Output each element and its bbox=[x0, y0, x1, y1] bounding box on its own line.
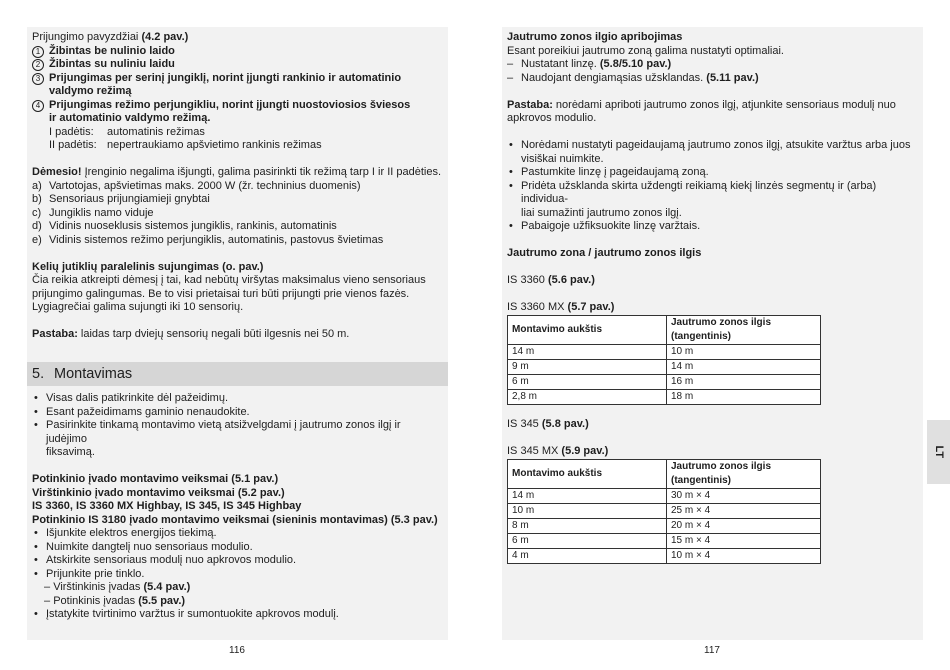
letter-item: d) Vidinis nuoseklusis sistemos jungiklis, rankinis, automatinis bbox=[32, 220, 337, 232]
step-bullet: • Nuimkite dangtelį nuo sensoriaus modulio. bbox=[34, 540, 253, 553]
bullet-item: • Pridėta užsklanda skirta uždengti reikiamą kiekį linzės segmentų ir (arba) individua- liai sumažinti jautrumo zonos ilgį. bbox=[509, 179, 877, 219]
circled-number: 3 bbox=[32, 73, 44, 85]
table-row: 14 m 10 m bbox=[508, 344, 821, 359]
table-header-cell: Jautrumo zonos ilgis (tangentinis) bbox=[667, 315, 821, 344]
letter-item: e) Vidinis sistemos režimo perjungiklis, automatinis, pastovus švietimas bbox=[32, 233, 384, 246]
step-bullet: • Atskirkite sensoriaus modulį nuo apkrovos modulio. bbox=[34, 554, 297, 566]
limit-heading: Jautrumo zonos ilgio apribojimas bbox=[507, 31, 683, 43]
left-column-mounting bbox=[32, 392, 442, 622]
table-row: 9 m 14 m bbox=[508, 359, 821, 374]
parallel-text-line: prijungimo galingumas. Be to visi prietaisai turi būti prijungti prie vienos fazės. bbox=[32, 287, 410, 300]
table-row: 10 m 25 m × 4 bbox=[508, 503, 821, 518]
bullet-item: • Pabaigoje užfiksuokite linzę varžtais. bbox=[509, 220, 701, 232]
circled-number: 4 bbox=[32, 100, 44, 112]
model-is3360: IS 3360 (5.6 pav.) bbox=[507, 274, 595, 286]
table-row: 14 m 30 m × 4 bbox=[508, 488, 821, 503]
section-number: 5. bbox=[32, 366, 45, 382]
zone-table-is345mx bbox=[507, 459, 821, 564]
zone-heading: Jautrumo zona / jautrumo zonos ilgis bbox=[507, 247, 702, 259]
right-column bbox=[507, 31, 917, 564]
left-column-top bbox=[32, 31, 442, 342]
section-title: Montavimas bbox=[54, 366, 133, 382]
limit-note: Pastaba: norėdami apriboti jautrumo zonos ilgį, atjunkite sensoriaus modulį nuo apkrovos modulio. bbox=[507, 98, 896, 124]
circled-number: 1 bbox=[32, 46, 44, 58]
example-item: 2 Žibintas su nuliniu laidu bbox=[32, 58, 442, 72]
bullet-item: • Esant pažeidimams gaminio nenaudokite. bbox=[34, 405, 250, 418]
zone-table-is3360mx bbox=[507, 315, 821, 405]
language-tab bbox=[927, 420, 950, 484]
page-number-left: 116 bbox=[229, 645, 245, 656]
model-is345mx: IS 345 MX (5.9 pav.) bbox=[507, 445, 609, 457]
mode-row: II padėtis: nepertraukiamo apšvietimo rankinis režimas bbox=[49, 139, 322, 151]
model-is345: IS 345 (5.8 pav.) bbox=[507, 418, 589, 430]
sub-step: – Virštinkinis įvadas (5.4 pav.) bbox=[44, 581, 191, 593]
attention-note: Dėmesio! Įrenginio negalima išjungti, galima pasirinkti tik režimą tarp I ir II padėties. bbox=[32, 166, 442, 178]
table-row: 8 m 20 m × 4 bbox=[508, 518, 821, 533]
bullet-item: • Pasirinkite tinkamą montavimo vietą atsižvelgdami į jautrumo zonos ilgį ir judėjimo fiksavimą. bbox=[34, 419, 401, 458]
table-header-cell: Montavimo aukštis bbox=[508, 315, 667, 344]
example-item: 3 Prijungimas per serinį jungiklį, norint įjungti rankinio ir automatinio valdymo režimą bbox=[32, 72, 442, 99]
page-number-right: 117 bbox=[704, 645, 720, 656]
steps-heading: Potinkinio įvado montavimo veiksmai (5.1 pav.) bbox=[32, 473, 279, 485]
table-header-cell: Montavimo aukštis bbox=[508, 459, 667, 488]
parallel-text-line: Lygiagrečiai galima sujungti iki 10 sensorių. bbox=[32, 301, 244, 313]
bullet-item: • Norėdami nustatyti pageidaujamą jautrumo zonos ilgį, atsukite varžtus arba juos visiškai nuimkite. bbox=[509, 139, 911, 165]
letter-item: c) Jungiklis namo viduje bbox=[32, 206, 154, 219]
steps-heading: Potinkinio IS 3180 įvado montavimo veiksmai (sieninis montavimas) (5.3 pav.) bbox=[32, 513, 438, 526]
language-tab-label: LT bbox=[932, 445, 945, 459]
table-header-row bbox=[508, 459, 821, 488]
limit-intro: Esant poreikiui jautrumo zoną galima nustatyti optimaliai. bbox=[507, 44, 784, 57]
model-is3360mx: IS 3360 MX (5.7 pav.) bbox=[507, 301, 615, 313]
dash-item: – Nustatant linzę. (5.8/5.10 pav.) bbox=[507, 58, 672, 70]
table-header-row bbox=[508, 315, 821, 344]
example-item: 4 Prijungimas režimo perjungikliu, norint įjungti nuostoviosios šviesos ir automatinio valdymo režimą. bbox=[32, 99, 442, 126]
letter-item: b) Sensoriaus prijungiamieji gnybtai bbox=[32, 193, 210, 205]
table-row: 6 m 16 m bbox=[508, 374, 821, 389]
table-row: 6 m 15 m × 4 bbox=[508, 533, 821, 548]
table-header-cell: Jautrumo zonos ilgis (tangentinis) bbox=[667, 459, 821, 488]
bullet-item: • Pastumkite linzę į pageidaujamą zoną. bbox=[509, 166, 709, 178]
step-bullet: • Prijunkite prie tinklo. bbox=[34, 567, 145, 580]
section-header-montavimas bbox=[27, 362, 448, 386]
bullet-item: • Visas dalis patikrinkite dėl pažeidimų. bbox=[34, 392, 228, 404]
sub-step: – Potinkinis įvadas (5.5 pav.) bbox=[44, 594, 186, 607]
circled-number: 2 bbox=[32, 59, 44, 71]
example-item: 1 Žibintas be nulinio laido bbox=[32, 45, 442, 59]
mode-row: I padėtis: automatinis režimas bbox=[49, 125, 205, 138]
step-bullet: • Įstatykite tvirtinimo varžtus ir sumontuokite apkrovos modulį. bbox=[34, 608, 339, 620]
table-row: 4 m 10 m × 4 bbox=[508, 548, 821, 563]
letter-item: a) Vartotojas, apšvietimas maks. 2000 W (žr. techninius duomenis) bbox=[32, 179, 361, 192]
examples-heading: Prijungimo pavyzdžiai (4.2 pav.) bbox=[32, 31, 189, 43]
parallel-text-line: Čia reikia atkreipti dėmesį į tai, kad nebūtų viršytas maksimalus vieno sensoriaus bbox=[32, 274, 426, 286]
steps-heading: IS 3360, IS 3360 MX Highbay, IS 345, IS 345 Highbay bbox=[32, 500, 302, 512]
cable-note: Pastaba: laidas tarp dviejų sensorių negali būti ilgesnis nei 50 m. bbox=[32, 328, 350, 340]
steps-heading: Virštinkinio įvado montavimo veiksmai (5.2 pav.) bbox=[32, 486, 285, 499]
dash-item: – Naudojant dengiamąsias užsklandas. (5.11 pav.) bbox=[507, 71, 759, 84]
table-row: 2,8 m 18 m bbox=[508, 389, 821, 404]
step-bullet: • Išjunkite elektros energijos tiekimą. bbox=[34, 527, 217, 539]
parallel-heading: Kelių jutiklių paralelinis sujungimas (o. pav.) bbox=[32, 260, 264, 273]
